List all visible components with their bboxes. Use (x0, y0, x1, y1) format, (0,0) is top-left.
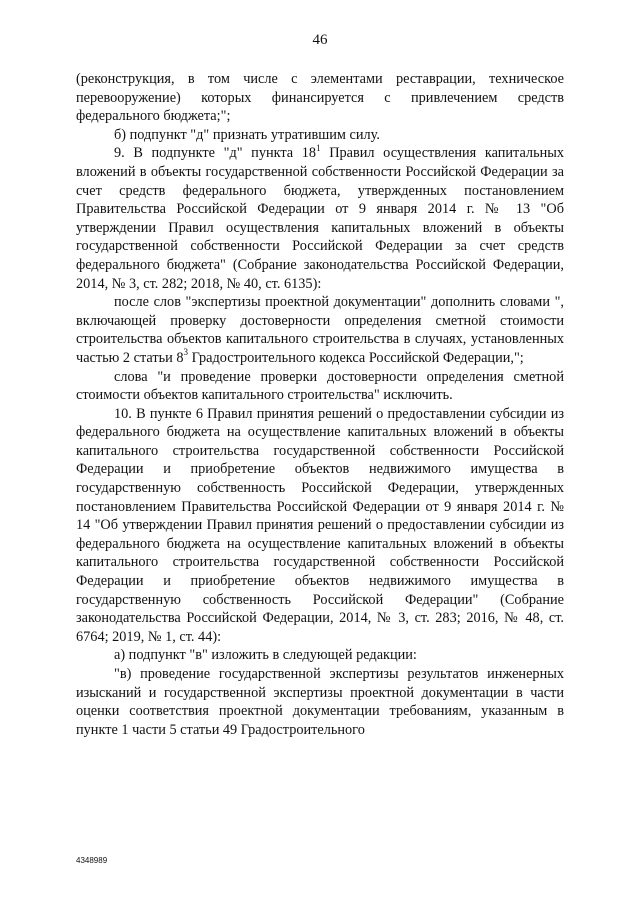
document-body (76, 70, 564, 739)
paragraph-subitem-b: б) подпункт "д" признать утратившим силу. (114, 126, 380, 143)
paragraph-after-words (76, 293, 564, 367)
footer-document-code: 4348989 (76, 856, 108, 865)
paragraph-quoted-v: "в) проведение государственной экспертизы результатов инженерных изысканий и государственной экспертизы проектной документации в части оценки соответствия проектной документации требованиям, указанным в пункте 1 части 5 статьи 49 Градостроительного (76, 666, 564, 738)
after-words-superscript: 3 (183, 347, 189, 358)
paragraph-subitem-a: а) подпункт "в" изложить в следующей редакции: (114, 647, 417, 664)
paragraph-continuation: (реконструкция, в том числе с элементами реставрации, техническое перевооружение) которых финансируется с привлечением средств федерального бюджета;"; (76, 71, 564, 125)
paragraph-item-10: 10. В пункте 6 Правил принятия решений о предоставлении субсидии из федерального бюджета на осуществление капитальных вложений в объекты капитального строительства государственной собственности Российской Федерации и приобретение объектов недвижимого имущества в государственную собственность Российской Федерации, утвержденных постановлением Правительства Российской Федерации от 9 января 2014 г. № 14 "Об утверждении Правил принятия решений о предоставлении субсидии из федерального бюджета на осуществление капитальных вложений в объекты капитального строительства государственной собственности Российской Федерации и приобретение объектов недвижимого имущества в государственную собственность Российской Федерации" (Собрание законодательства Российской Федерации, 2014, № 3, ст. 283; 2016, № 48, ст. 6764; 2019, № 1, ст. 44): (76, 405, 564, 645)
page-number: 46 (312, 32, 328, 48)
item-9-superscript: 1 (316, 142, 321, 153)
paragraph-item-9 (76, 144, 564, 293)
paragraph-words-exclude: слова "и проведение проверки достоверности определения сметной стоимости объектов капитального строительства" исключить. (76, 368, 564, 404)
item-9-text-end: Правил осуществления капитальных вложений в объекты государственной собственности Российской Федерации за счет средств федерального бюджета, утвержденных постановлением Правительства Российской Федерации от 9 января 2014 г. № 13 "Об утверждении Правил осуществления капитальных вложений в объекты государственной собственности Российской Федерации за счет средств федерального бюджета" (Собрание законодательства Российской Федерации, 2014, № 3, ст. 282; 2018, № 40, ст. 6135): (76, 145, 564, 292)
item-9-text-start: 9. В подпункте "д" пункта 18 (114, 145, 317, 162)
after-words-text-end: Градостроительного кодекса Российской Федерации,"; (188, 349, 524, 366)
after-words-text-start: после слов "экспертизы проектной документации" дополнить словами ", включающей проверку достоверности определения сметной стоимости строительства объектов капитального строительства в случаях, установленных частью 2 статьи 8 (76, 294, 564, 366)
